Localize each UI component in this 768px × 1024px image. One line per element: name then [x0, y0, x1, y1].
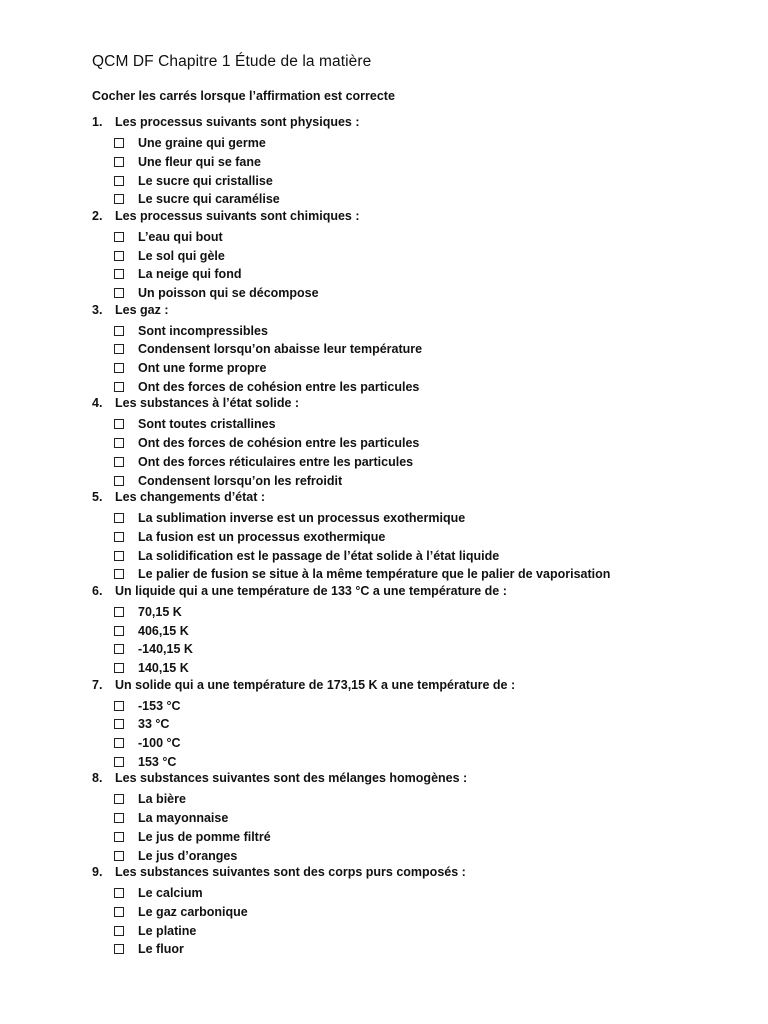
- option-label: 140,15 K: [138, 661, 189, 676]
- question-number: 2.: [92, 208, 103, 223]
- option-label: Un poisson qui se décompose: [138, 286, 319, 301]
- question-text: Les substances suivantes sont des corps purs composés :: [115, 865, 466, 879]
- question-text: Les processus suivants sont physiques :: [115, 115, 360, 129]
- answer-option[interactable]: [92, 828, 732, 847]
- option-label: Ont une forme propre: [138, 361, 267, 376]
- option-label: 153 °C: [138, 754, 177, 769]
- question-header: [92, 490, 732, 509]
- checkbox-square[interactable]: [114, 738, 124, 748]
- answer-option[interactable]: [92, 696, 732, 715]
- option-label: Le jus d’oranges: [138, 848, 238, 863]
- checkbox-square[interactable]: [114, 157, 124, 167]
- question-item: [92, 209, 732, 303]
- answer-option[interactable]: [92, 921, 732, 940]
- checkbox-square[interactable]: [114, 419, 124, 429]
- option-label: Le jus de pomme filtré: [138, 829, 271, 844]
- option-list: [92, 321, 732, 396]
- checkbox-square[interactable]: [114, 457, 124, 467]
- checkbox-square[interactable]: [114, 888, 124, 898]
- option-list: [92, 228, 732, 303]
- option-label: Le palier de fusion se situe à la même température que le palier de vaporisation: [138, 567, 611, 582]
- option-label: -100 °C: [138, 736, 181, 751]
- instruction-text: Cocher les carrés lorsque l’affirmation est correcte: [92, 89, 395, 103]
- option-label: La fusion est un processus exothermique: [138, 529, 386, 544]
- answer-option[interactable]: [92, 415, 732, 434]
- answer-option[interactable]: [92, 565, 732, 584]
- answer-option[interactable]: [92, 734, 732, 753]
- question-text: Les processus suivants sont chimiques :: [115, 208, 360, 223]
- question-header: [92, 396, 732, 415]
- answer-option[interactable]: [92, 640, 732, 659]
- checkbox-square[interactable]: [114, 269, 124, 279]
- answer-option[interactable]: [92, 471, 732, 490]
- option-label: Le sol qui gèle: [138, 248, 225, 263]
- answer-option[interactable]: [92, 846, 732, 865]
- answer-option[interactable]: [92, 284, 732, 303]
- option-list: [92, 134, 732, 209]
- option-label: Condensent lorsqu’on abaisse leur température: [138, 342, 423, 357]
- checkbox-square[interactable]: [114, 626, 124, 636]
- option-label: Une graine qui germe: [138, 136, 266, 151]
- option-list: [92, 790, 732, 865]
- checkbox-square[interactable]: [114, 288, 124, 298]
- answer-option[interactable]: [92, 509, 732, 528]
- answer-option[interactable]: [92, 228, 732, 247]
- answer-option[interactable]: [92, 340, 732, 359]
- option-label: La sublimation inverse est un processus exothermique: [138, 511, 466, 526]
- checkbox-square[interactable]: [114, 794, 124, 804]
- question-number: 3.: [92, 302, 103, 317]
- question-header: [92, 115, 732, 134]
- option-label: La mayonnaise: [138, 811, 229, 826]
- answer-option[interactable]: [92, 246, 732, 265]
- answer-option[interactable]: [92, 659, 732, 678]
- question-header: [92, 865, 732, 884]
- question-item: [92, 865, 732, 959]
- checkbox-square[interactable]: [114, 551, 124, 561]
- question-number: 7.: [92, 677, 103, 692]
- option-label: Sont toutes cristallines: [138, 417, 276, 432]
- question-number: 5.: [92, 490, 103, 504]
- checkbox-square[interactable]: [114, 944, 124, 954]
- question-header: [92, 303, 732, 322]
- checkbox-square[interactable]: [114, 382, 124, 392]
- checkbox-square[interactable]: [114, 926, 124, 936]
- checkbox-square[interactable]: [114, 644, 124, 654]
- document-page: [92, 52, 732, 959]
- option-label: Le platine: [138, 923, 197, 938]
- option-label: Ont des forces de cohésion entre les particules: [138, 379, 420, 394]
- question-item: [92, 396, 732, 490]
- answer-option[interactable]: [92, 903, 732, 922]
- question-text: Les changements d’état :: [115, 490, 266, 504]
- option-label: La neige qui fond: [138, 267, 242, 282]
- checkbox-square[interactable]: [114, 532, 124, 542]
- answer-option[interactable]: [92, 134, 732, 153]
- question-header: [92, 584, 732, 603]
- question-item: [92, 303, 732, 397]
- question-item: [92, 490, 732, 584]
- option-label: L’eau qui bout: [138, 229, 223, 244]
- checkbox-square[interactable]: [114, 476, 124, 486]
- question-header: [92, 209, 732, 228]
- checkbox-square[interactable]: [114, 813, 124, 823]
- checkbox-square[interactable]: [114, 232, 124, 242]
- answer-option[interactable]: [92, 153, 732, 172]
- option-label: 406,15 K: [138, 623, 189, 638]
- option-list: [92, 415, 732, 490]
- option-label: Condensent lorsqu’on les refroidit: [138, 473, 343, 488]
- option-label: La solidification est le passage de l’état solide à l’état liquide: [138, 548, 500, 563]
- question-header: [92, 771, 732, 790]
- page-title: QCM DF Chapitre 1 Étude de la matière: [92, 53, 372, 70]
- option-label: Ont des forces de cohésion entre les particules: [138, 436, 420, 451]
- option-label: -140,15 K: [138, 642, 193, 657]
- checkbox-square[interactable]: [114, 194, 124, 204]
- checkbox-square[interactable]: [114, 344, 124, 354]
- checkbox-square[interactable]: [114, 907, 124, 917]
- question-header: [92, 678, 732, 697]
- answer-option[interactable]: [92, 715, 732, 734]
- answer-option[interactable]: [92, 940, 732, 959]
- question-text: Les substances suivantes sont des mélanges homogènes :: [115, 771, 468, 786]
- question-number: 6.: [92, 583, 103, 598]
- option-label: La bière: [138, 792, 186, 807]
- answer-option[interactable]: [92, 378, 732, 397]
- answer-option[interactable]: [92, 453, 732, 472]
- answer-option[interactable]: [92, 603, 732, 622]
- option-list: [92, 603, 732, 678]
- option-label: 70,15 K: [138, 604, 182, 619]
- option-label: Le gaz carbonique: [138, 904, 248, 919]
- answer-option[interactable]: [92, 359, 732, 378]
- checkbox-square[interactable]: [114, 663, 124, 673]
- question-number: 4.: [92, 396, 103, 411]
- checkbox-square[interactable]: [114, 513, 124, 523]
- option-list: [92, 696, 732, 771]
- question-text: Les gaz :: [115, 302, 169, 317]
- question-number: 9.: [92, 865, 103, 879]
- option-list: [92, 884, 732, 959]
- question-text: Les substances à l’état solide :: [115, 396, 300, 411]
- question-text: Un solide qui a une température de 173,15 K a une température de :: [115, 677, 516, 692]
- answer-option[interactable]: [92, 265, 732, 284]
- checkbox-square[interactable]: [114, 326, 124, 336]
- answer-option[interactable]: [92, 884, 732, 903]
- answer-option[interactable]: [92, 546, 732, 565]
- question-item: [92, 678, 732, 772]
- question-text: Un liquide qui a une température de 133 °C a une température de :: [115, 583, 507, 598]
- option-label: -153 °C: [138, 698, 181, 713]
- question-item: [92, 115, 732, 209]
- checkbox-square[interactable]: [114, 851, 124, 861]
- checkbox-square[interactable]: [114, 176, 124, 186]
- checkbox-square[interactable]: [114, 701, 124, 711]
- answer-option[interactable]: [92, 621, 732, 640]
- option-label: Le fluor: [138, 942, 184, 957]
- option-label: Ont des forces réticulaires entre les particules: [138, 454, 414, 469]
- checkbox-square[interactable]: [114, 757, 124, 767]
- question-list: [92, 115, 732, 959]
- checkbox-square[interactable]: [114, 719, 124, 729]
- question-number: 1.: [92, 115, 103, 129]
- answer-option[interactable]: [92, 171, 732, 190]
- option-label: Une fleur qui se fane: [138, 154, 261, 169]
- checkbox-square[interactable]: [114, 251, 124, 261]
- answer-option[interactable]: [92, 434, 732, 453]
- answer-option[interactable]: [92, 528, 732, 547]
- checkbox-square[interactable]: [114, 363, 124, 373]
- question-number: 8.: [92, 771, 103, 786]
- option-label: Le sucre qui cristallise: [138, 173, 273, 188]
- option-label: Le calcium: [138, 886, 203, 901]
- answer-option[interactable]: [92, 753, 732, 772]
- question-item: [92, 584, 732, 678]
- question-item: [92, 771, 732, 865]
- option-label: Le sucre qui caramélise: [138, 192, 280, 207]
- option-label: 33 °C: [138, 717, 170, 732]
- checkbox-square[interactable]: [114, 438, 124, 448]
- option-label: Sont incompressibles: [138, 323, 268, 338]
- answer-option[interactable]: [92, 321, 732, 340]
- checkbox-square[interactable]: [114, 138, 124, 148]
- answer-option[interactable]: [92, 190, 732, 209]
- checkbox-square[interactable]: [114, 569, 124, 579]
- answer-option[interactable]: [92, 809, 732, 828]
- option-list: [92, 509, 732, 584]
- answer-option[interactable]: [92, 790, 732, 809]
- checkbox-square[interactable]: [114, 607, 124, 617]
- checkbox-square[interactable]: [114, 832, 124, 842]
